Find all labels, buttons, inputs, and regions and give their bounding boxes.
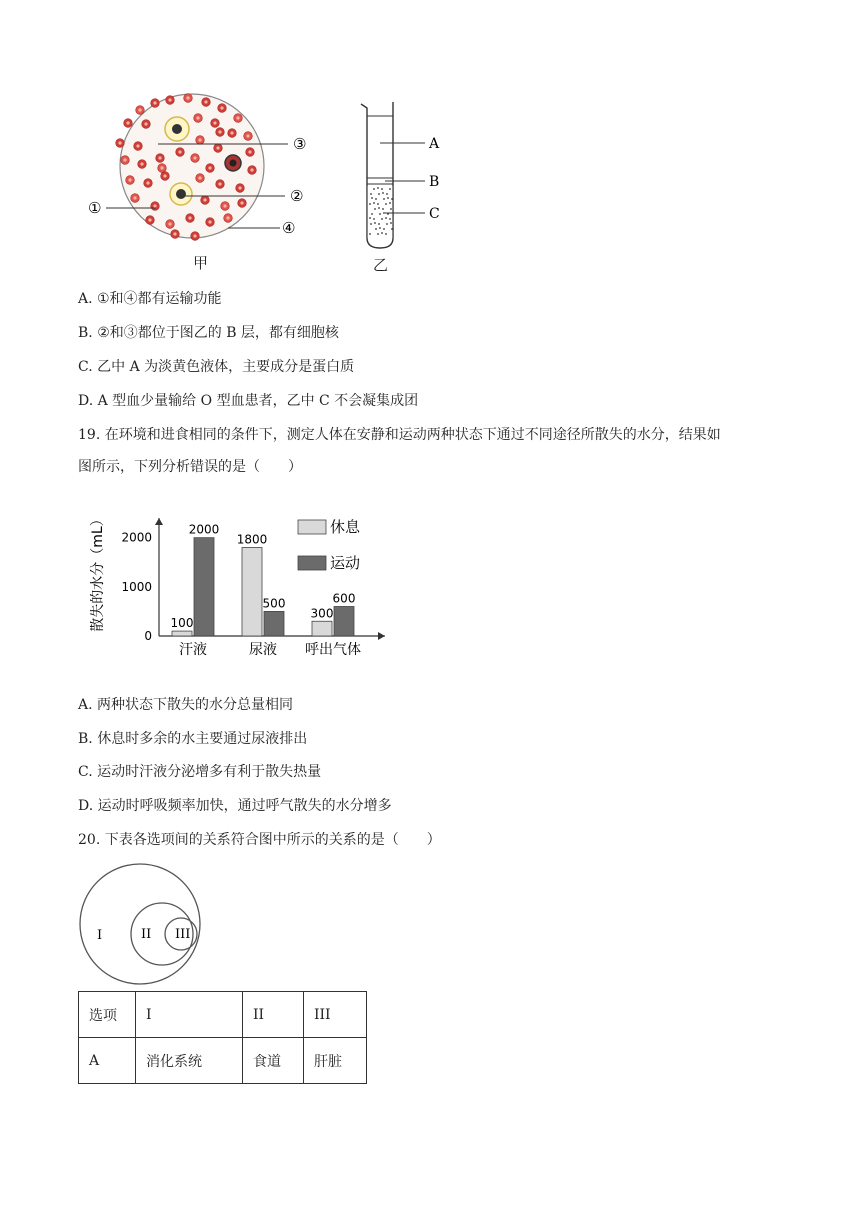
- red-blood-cell-center: [146, 181, 149, 184]
- marker-2: ②: [290, 187, 304, 205]
- bar-rest: [312, 621, 332, 636]
- red-blood-cell-center: [203, 198, 206, 201]
- q19-option-b: B. 休息时多余的水主要通过尿液排出: [78, 731, 308, 747]
- tube-cell-dot: [370, 193, 372, 195]
- red-blood-cell-center: [188, 216, 191, 219]
- wbc-nucleus-2: [176, 189, 186, 199]
- red-blood-cell-center: [218, 130, 221, 133]
- red-blood-cell-center: [240, 201, 243, 204]
- x-category-label: 汗液: [179, 642, 207, 658]
- tube-cell-dot: [382, 192, 384, 194]
- red-blood-cell-center: [208, 220, 211, 223]
- tube-label-c: C: [429, 206, 440, 222]
- red-blood-cell-center: [248, 150, 251, 153]
- yi-caption: 乙: [373, 256, 389, 274]
- y-axis-arrow: [155, 518, 163, 525]
- table-row: [79, 1038, 367, 1084]
- circle-label-ii: II: [141, 927, 152, 942]
- legend-swatch: [298, 520, 326, 534]
- bar-value-label: 1800: [236, 532, 268, 547]
- red-blood-cell-center: [193, 234, 196, 237]
- jia-caption: 甲: [193, 254, 209, 272]
- tube-cell-dot: [386, 193, 388, 195]
- red-blood-cell-center: [230, 131, 233, 134]
- tube-cell-dot: [379, 227, 381, 229]
- bar-value-label: 300: [310, 606, 334, 621]
- q20-options-table: [78, 991, 367, 1084]
- wbc-nucleus-3: [230, 160, 237, 167]
- wbc-nucleus-1: [172, 124, 182, 134]
- bar-exercise: [264, 611, 284, 636]
- table-cell: 肝脏: [304, 1038, 367, 1084]
- bar-value-label: 100: [170, 616, 194, 631]
- q18-option-c: C. 乙中 A 为淡黄色液体，主要成分是蛋白质: [78, 359, 355, 375]
- legend-swatch: [298, 556, 326, 570]
- red-blood-cell-center: [138, 108, 141, 111]
- red-blood-cell-center: [196, 116, 199, 119]
- red-blood-cell-center: [123, 158, 126, 161]
- red-blood-cell-center: [168, 222, 171, 225]
- tube-cell-dot: [369, 233, 371, 235]
- water-loss-bar-chart: [80, 510, 400, 665]
- red-blood-cell-center: [218, 182, 221, 185]
- table-cell: 食道: [243, 1038, 304, 1084]
- tube-cell-dot: [389, 218, 391, 220]
- tube-cell-dot: [378, 207, 380, 209]
- table-header-cell: I: [136, 992, 243, 1038]
- table-header-cell: II: [243, 992, 304, 1038]
- red-blood-cell-center: [140, 162, 143, 165]
- red-blood-cell-center: [208, 166, 211, 169]
- q19-stem-line2: 图所示，下列分析错误的是（ ）: [78, 459, 302, 475]
- red-blood-cell-center: [128, 178, 131, 181]
- table-cell: A: [79, 1038, 136, 1084]
- y-tick-label: 0: [144, 629, 152, 643]
- legend-label: 运动: [330, 554, 361, 572]
- red-blood-cell-center: [223, 204, 226, 207]
- x-category-label: 呼出气体: [305, 642, 361, 658]
- bar-value-label: 2000: [188, 522, 220, 537]
- red-blood-cell-center: [133, 196, 136, 199]
- q20-stem: 20. 下表各选项间的关系符合图中所示的关系的是（ ）: [78, 832, 441, 848]
- bar-exercise: [194, 538, 214, 636]
- tube-cell-dot: [371, 197, 373, 199]
- red-blood-cell-center: [144, 122, 147, 125]
- tube-cell-dot: [381, 188, 383, 190]
- q18-option-d: D. A 型血少量输给 O 型血患者，乙中 C 不会凝集成团: [78, 393, 419, 409]
- tube-cell-dot: [385, 217, 387, 219]
- tube-cell-dot: [377, 187, 379, 189]
- red-blood-cell-center: [246, 134, 249, 137]
- red-blood-cell-center: [186, 96, 189, 99]
- red-blood-cell-center: [158, 156, 161, 159]
- tube-cell-dot: [381, 232, 383, 234]
- red-blood-cell-center: [136, 144, 139, 147]
- red-blood-cell-center: [173, 232, 176, 235]
- test-tube-figure: [355, 98, 455, 250]
- tube-cell-dot: [383, 212, 385, 214]
- red-blood-cell-center: [198, 176, 201, 179]
- chart-legend: [298, 518, 361, 572]
- circle-i: [80, 864, 200, 984]
- table-cell: 消化系统: [136, 1038, 243, 1084]
- q19-stem-line1: 19. 在环境和进食相同的条件下，测定人体在安静和运动两种状态下通过不同途径所散失的水分，结果如: [78, 427, 721, 443]
- x-category-label: 尿液: [249, 642, 277, 658]
- y-tick-label: 2000: [121, 530, 152, 545]
- red-blood-cell-center: [163, 174, 166, 177]
- legend-label: 休息: [330, 518, 361, 536]
- red-blood-cell-center: [118, 141, 121, 144]
- red-blood-cell-center: [198, 138, 201, 141]
- tube-cell-dot: [375, 228, 377, 230]
- red-blood-cell-center: [126, 121, 129, 124]
- marker-4: ④: [282, 219, 296, 237]
- red-blood-cell-center: [148, 218, 151, 221]
- tube-cell-dot: [374, 222, 376, 224]
- red-blood-cell-center: [220, 106, 223, 109]
- q19-option-c: C. 运动时汗液分泌增多有利于散失热量: [78, 764, 322, 780]
- table-header-cell: 选项: [79, 992, 136, 1038]
- circle-label-i: I: [97, 928, 103, 943]
- table-header-row: [79, 992, 367, 1038]
- tube-cell-dot: [375, 198, 377, 200]
- x-axis-arrow: [378, 632, 385, 640]
- red-blood-cell-center: [160, 166, 163, 169]
- y-tick-label: 1000: [121, 579, 152, 594]
- tube-label-b: B: [429, 174, 440, 190]
- tube-cell-dot: [387, 197, 389, 199]
- tube-cell-dot: [378, 193, 380, 195]
- tube-cell-dot: [374, 208, 376, 210]
- red-blood-cell-center: [213, 121, 216, 124]
- tube-cell-dot: [373, 188, 375, 190]
- tube-cell-dot: [383, 198, 385, 200]
- tube-label-a: A: [429, 136, 440, 152]
- q18-option-b: B. ②和③都位于图乙的 B 层，都有细胞核: [78, 325, 339, 341]
- red-blood-cell-center: [204, 100, 207, 103]
- blood-smear-figure: [80, 88, 320, 278]
- tube-cell-dot: [386, 223, 388, 225]
- marker-3: ③: [293, 135, 307, 153]
- tube-cell-dot: [377, 203, 379, 205]
- tube-cell-dot: [369, 203, 371, 205]
- tube-cell-dot: [383, 228, 385, 230]
- tube-cell-dot: [389, 202, 391, 204]
- tube-cell-dot: [390, 222, 392, 224]
- bar-value-label: 600: [332, 591, 356, 606]
- red-blood-cell-center: [250, 168, 253, 171]
- y-axis-label: 散失的水分（mL）: [90, 512, 106, 632]
- tube-cell-dot: [390, 208, 392, 210]
- nested-circles-diagram: [78, 862, 218, 986]
- tube-cell-dot: [378, 223, 380, 225]
- tube-cell-dot: [373, 202, 375, 204]
- tube-cell-dot: [391, 198, 393, 200]
- red-blood-cell-center: [216, 146, 219, 149]
- tube-cell-dot: [369, 217, 371, 219]
- red-blood-cell-center: [193, 156, 196, 159]
- tube-cell-dot: [370, 223, 372, 225]
- red-blood-cell-center: [178, 150, 181, 153]
- red-blood-cell-center: [153, 204, 156, 207]
- bar-rest: [242, 548, 262, 637]
- tube-cell-dot: [381, 218, 383, 220]
- bar-exercise: [334, 607, 354, 637]
- marker-1: ①: [88, 199, 102, 217]
- red-blood-cell-center: [226, 216, 229, 219]
- tube-cell-dot: [385, 203, 387, 205]
- red-blood-cell-center: [168, 98, 171, 101]
- bar-value-label: 500: [262, 596, 286, 611]
- tube-cell-dot: [389, 188, 391, 190]
- tube-cell-dot: [391, 228, 393, 230]
- bar-rest: [172, 631, 192, 636]
- q18-option-a: A. ①和④都有运输功能: [78, 291, 222, 307]
- tube-cell-dot: [371, 213, 373, 215]
- red-blood-cell-center: [153, 101, 156, 104]
- red-blood-cell-center: [236, 116, 239, 119]
- chart-bars: [171, 523, 356, 636]
- tube-cell-dot: [377, 233, 379, 235]
- red-blood-cell-center: [238, 186, 241, 189]
- tube-cell-dot: [385, 233, 387, 235]
- q19-option-d: D. 运动时呼吸频率加快，通过呼气散失的水分增多: [78, 798, 392, 814]
- tube-cell-dot: [379, 213, 381, 215]
- q19-option-a: A. 两种状态下散失的水分总量相同: [78, 697, 294, 713]
- tube-cell-dot: [373, 218, 375, 220]
- tube-cell-dot: [382, 208, 384, 210]
- table-header-cell: III: [304, 992, 367, 1038]
- circle-label-iii: III: [175, 927, 191, 942]
